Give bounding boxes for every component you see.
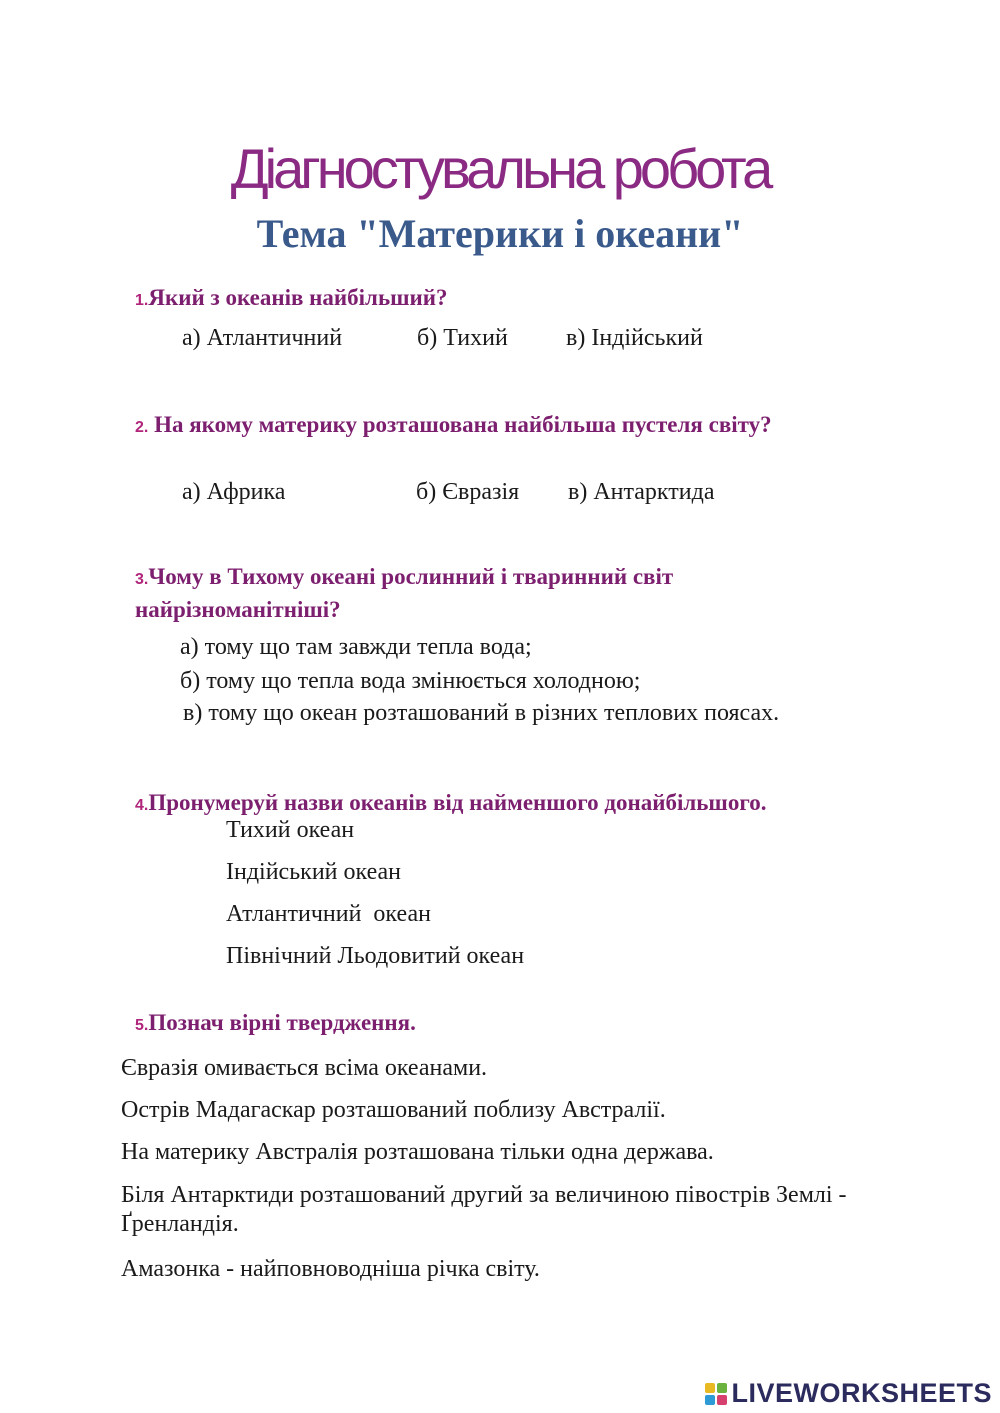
answer-option[interactable]: в) тому що океан розташований в різних теплових поясах.	[183, 700, 780, 726]
question-text: На якому материку розташована найбільша пустеля світу?	[154, 412, 772, 437]
statement-item[interactable]: Острів Мадагаскар розташований поблизу Австралії.	[121, 1097, 666, 1123]
statement-item[interactable]: Євразія омивається всіма океанами.	[121, 1055, 488, 1081]
page-title: Діагностувальна робота	[230, 137, 770, 200]
statement-item[interactable]: Біля Антарктиди розташований другий за величиною півострів Землі - Ґренландія.	[121, 1182, 859, 1237]
question-text: Познач вірні твердження.	[148, 1010, 416, 1035]
question-number: 1.	[135, 292, 149, 309]
statement-item[interactable]: Амазонка - найповноводніша річка світу.	[121, 1256, 540, 1282]
answer-option[interactable]: б) Тихий	[417, 325, 508, 351]
logo-mark-icon	[705, 1383, 727, 1405]
logo-square	[705, 1383, 715, 1393]
question-3	[135, 562, 815, 625]
question-number: 5.	[135, 1017, 149, 1034]
ocean-item[interactable]: Атлантичний океан	[226, 901, 431, 927]
question-number: 3.	[135, 571, 149, 588]
ocean-item[interactable]: Північний Льодовитий океан	[226, 943, 525, 969]
question-5	[135, 1008, 735, 1041]
question-text: Пронумеруй назви океанів від найменшого донайбільшого.	[148, 790, 767, 815]
question-text: Який з океанів найбільший?	[148, 285, 448, 310]
answer-option[interactable]: а) Африка	[182, 479, 286, 505]
statement-item[interactable]: На материку Австралія розташована тільки одна держава.	[121, 1139, 714, 1165]
logo-square	[705, 1395, 715, 1405]
answer-option[interactable]: б) Євразія	[416, 479, 520, 505]
answer-option[interactable]: а) тому що там завжди тепла вода;	[180, 634, 532, 660]
answer-option[interactable]: а) Атлантичний	[182, 325, 343, 351]
logo-square	[717, 1395, 727, 1405]
answer-option[interactable]: в) Індійський	[566, 325, 703, 351]
liveworksheets-logo	[705, 1378, 992, 1409]
question-number: 2.	[135, 419, 149, 436]
question-number: 4.	[135, 797, 149, 814]
question-1	[135, 283, 895, 316]
page-subtitle: Тема "Материки і океани"	[256, 211, 744, 256]
answer-option[interactable]: б) тому що тепла вода змінюється холодною;	[180, 668, 641, 694]
question-2	[135, 410, 835, 443]
question-text: Чому в Тихому океані рослинний і тваринний світ найрізноманітніші?	[135, 564, 674, 622]
logo-text: LIVEWORKSHEETS	[731, 1378, 992, 1408]
ocean-item[interactable]: Індійський океан	[226, 859, 402, 885]
ocean-item[interactable]: Тихий океан	[226, 817, 355, 843]
answer-option[interactable]: в) Антарктида	[568, 479, 715, 505]
logo-square	[717, 1383, 727, 1393]
